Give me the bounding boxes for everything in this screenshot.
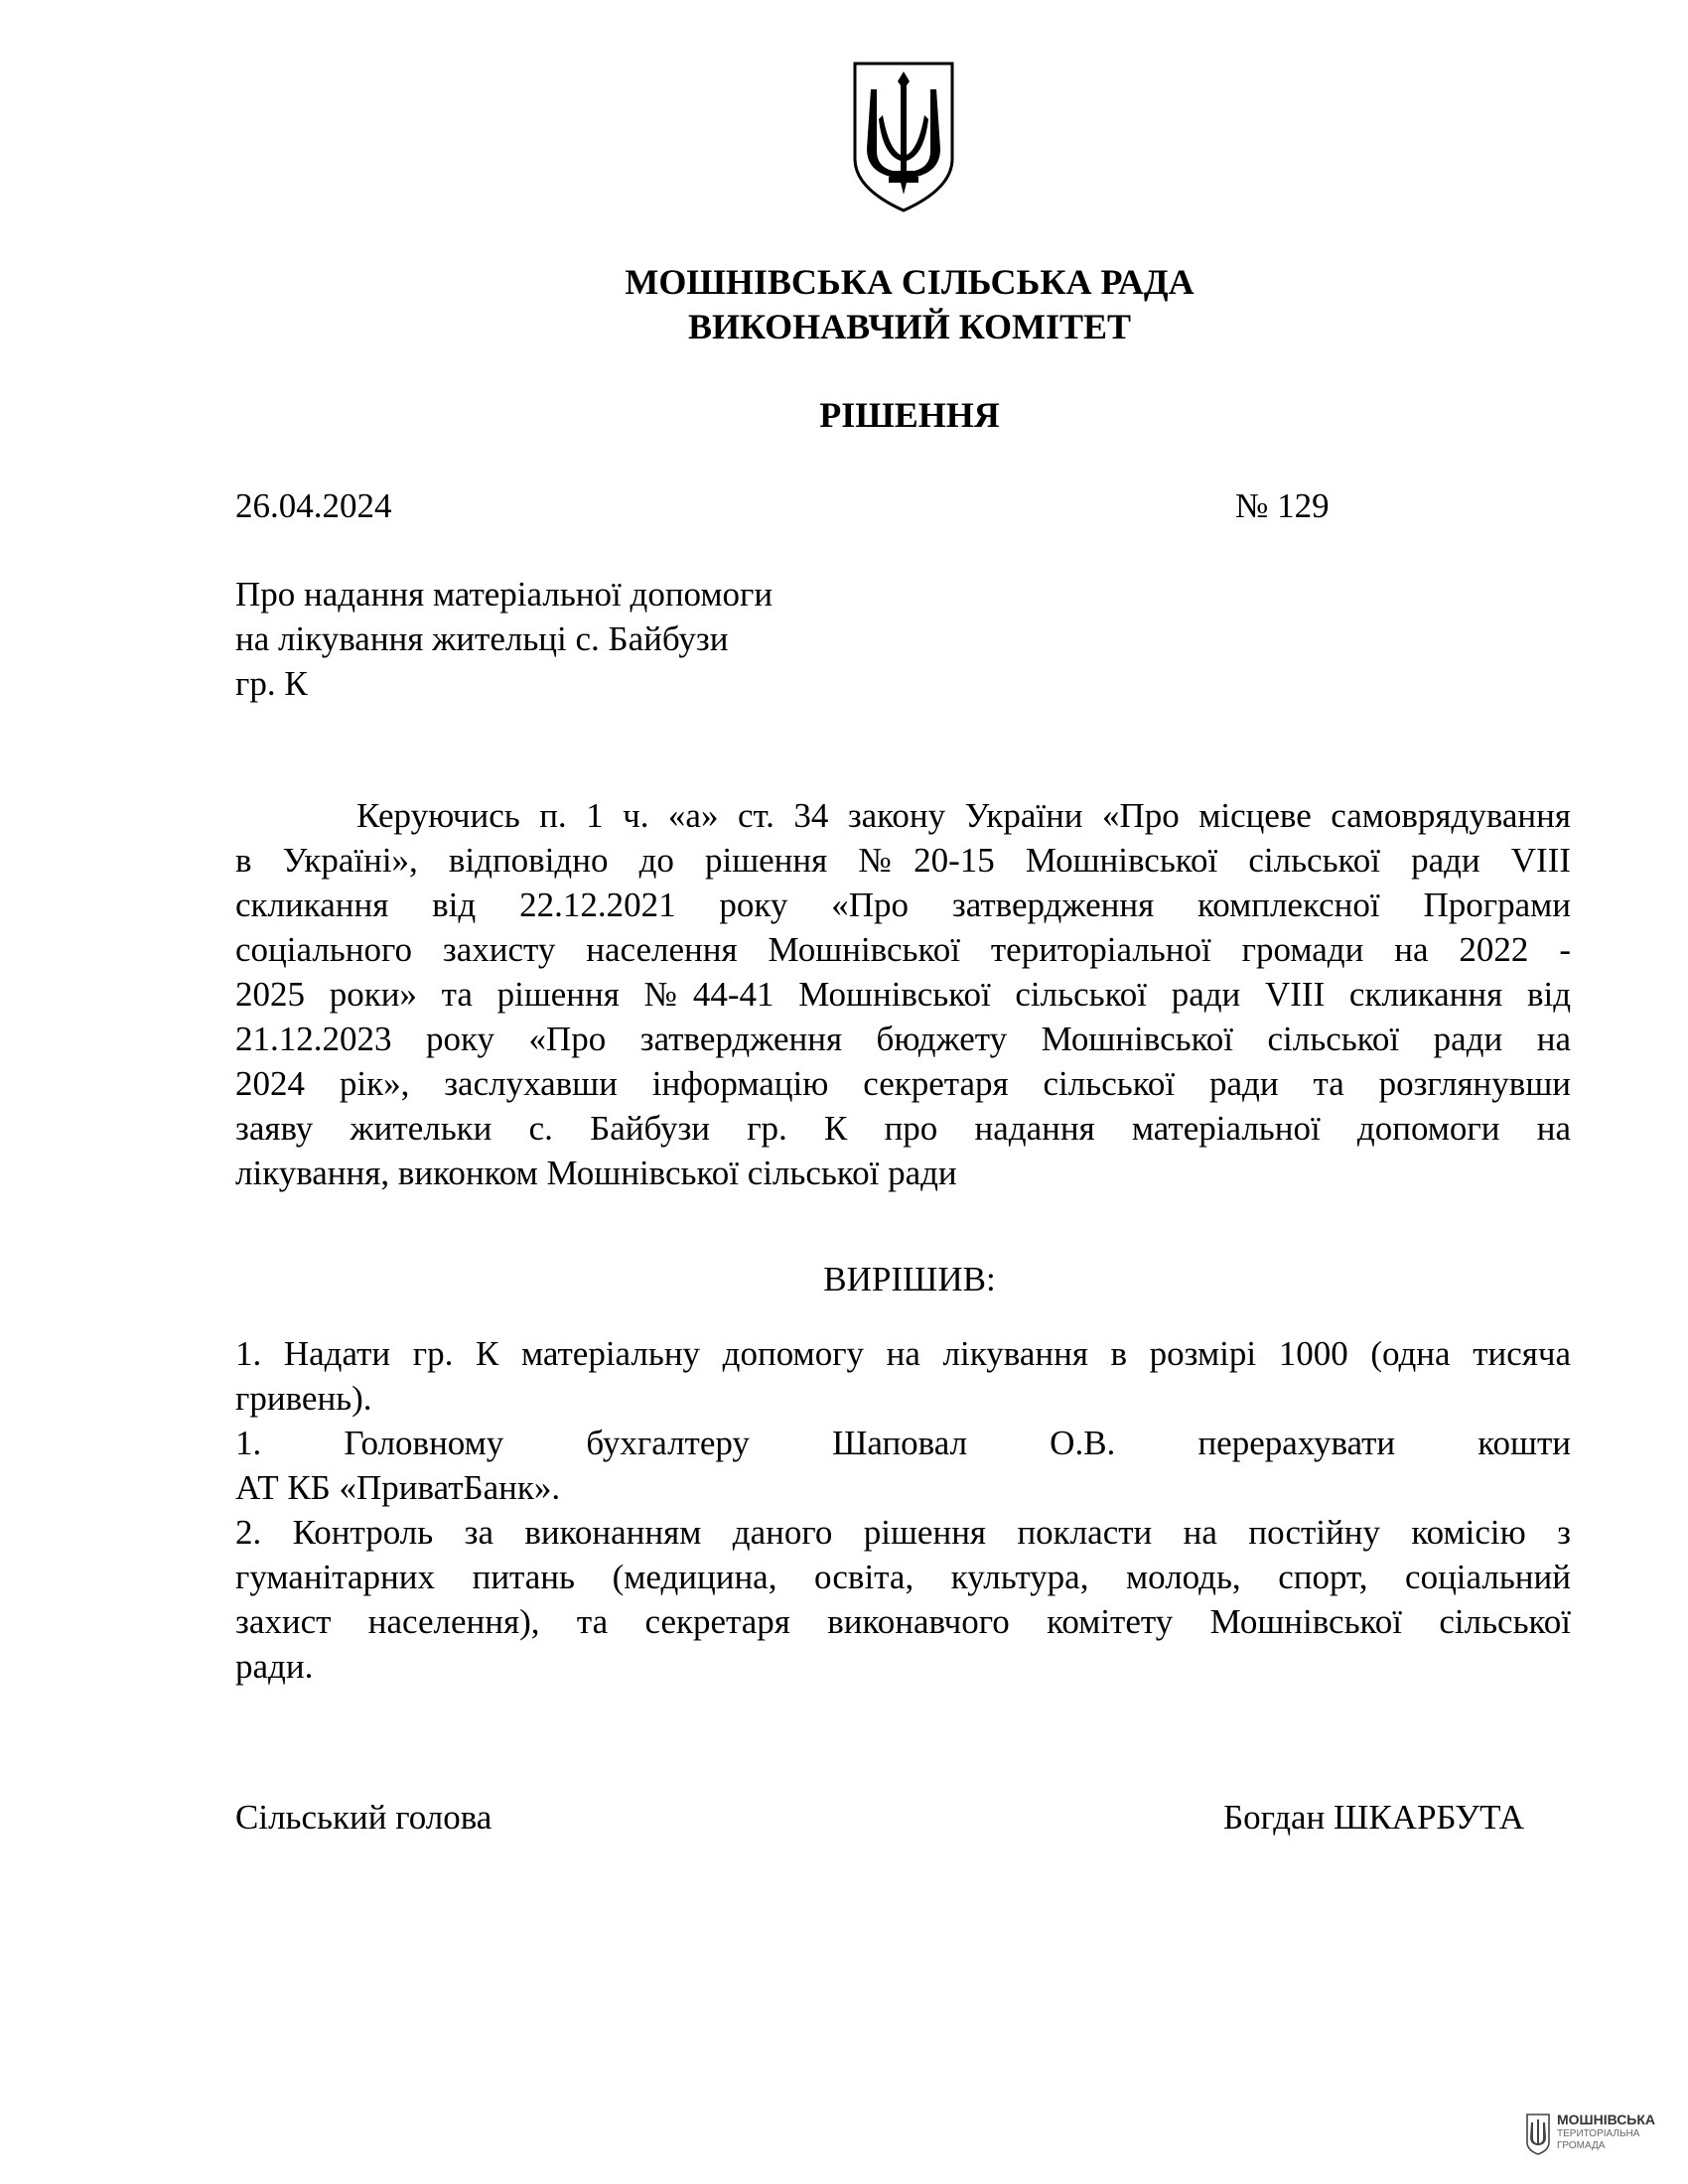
coat-of-arms-icon	[849, 60, 958, 213]
decision-item-line: АТ КБ «ПриватБанк».	[235, 1468, 561, 1507]
decision-item-line: 1. Надати гр. К матеріальну допомогу на лікування в розмірі 1000 (одна тисяча	[235, 1334, 1571, 1373]
preamble-line: заяву жительки с. Байбузи гр. К про надання матеріальної допомоги на	[235, 1109, 1571, 1148]
document-date: 26.04.2024	[235, 486, 392, 525]
subject-line: гр. К	[235, 664, 308, 703]
subject-line: на лікування жительці с. Байбузи	[235, 619, 729, 658]
preamble-line: 2024 рік», заслухавши інформацію секретаря сільської ради та розглянувши	[235, 1064, 1571, 1103]
council-title: МОШНІВСЬКА СІЛЬСЬКА РАДА	[625, 262, 1195, 302]
decision-item-line: гривень).	[235, 1379, 372, 1418]
logo-line-1: МОШНІВСЬКА	[1557, 2112, 1656, 2127]
decision-item-line: гуманітарних питань (медицина, освіта, культура, молодь, спорт, соціальний	[235, 1558, 1571, 1596]
signature-name: Богдан ШКАРБУТА	[1223, 1798, 1524, 1837]
subject-line: Про надання матеріальної допомоги	[235, 575, 774, 614]
decision-items	[235, 1331, 1571, 1689]
document-type-title: РІШЕННЯ	[819, 395, 1000, 435]
preamble-paragraph	[235, 793, 1571, 1195]
community-logo	[1525, 2111, 1674, 2162]
decision-item-line: 2. Контроль за виконанням даного рішення покласти на постійну комісію з	[235, 1513, 1571, 1552]
decision-item-line: захист населення), та секретаря виконавчого комітету Мошнівської сільської	[235, 1602, 1571, 1641]
signature-role: Сільський голова	[235, 1798, 492, 1837]
preamble-line: в Україні», відповідно до рішення №20-15 Мошнівської сільської ради VIII	[235, 841, 1571, 880]
decided-heading: ВИРІШИВ:	[823, 1260, 996, 1298]
preamble-line: соціального захисту населення Мошнівської територіальної громади на 2022 -	[235, 930, 1571, 969]
decision-item-line: ради.	[235, 1647, 314, 1686]
logo-line-3: ГРОМАДА	[1557, 2140, 1606, 2151]
document-subject	[235, 572, 930, 706]
logo-line-2: ТЕРИТОРІАЛЬНА	[1557, 2128, 1640, 2139]
community-trident-icon	[1525, 2113, 1551, 2156]
preamble-line: 2025 роки» та рішення №44-41 Мошнівської сільської ради VIII скликання від	[235, 975, 1571, 1014]
document-number: № 129	[1235, 486, 1330, 525]
preamble-line: лікування, виконком Мошнівської сільської ради	[235, 1154, 957, 1192]
committee-title: ВИКОНАВЧИЙ КОМІТЕТ	[687, 307, 1132, 346]
preamble-line: 21.12.2023 року «Про затвердження бюджету Мошнівської сільської ради на	[235, 1020, 1571, 1058]
preamble-line: скликання від 22.12.2021 року «Про затвердження комплексної Програми	[235, 886, 1571, 924]
preamble-line: Керуючись п. 1 ч. «а» ст. 34 закону України «Про місцеве самоврядування	[356, 796, 1571, 835]
decision-item-line: 1. Головному бухгалтеру Шаповал О.В. перерахувати кошти	[235, 1424, 1571, 1462]
